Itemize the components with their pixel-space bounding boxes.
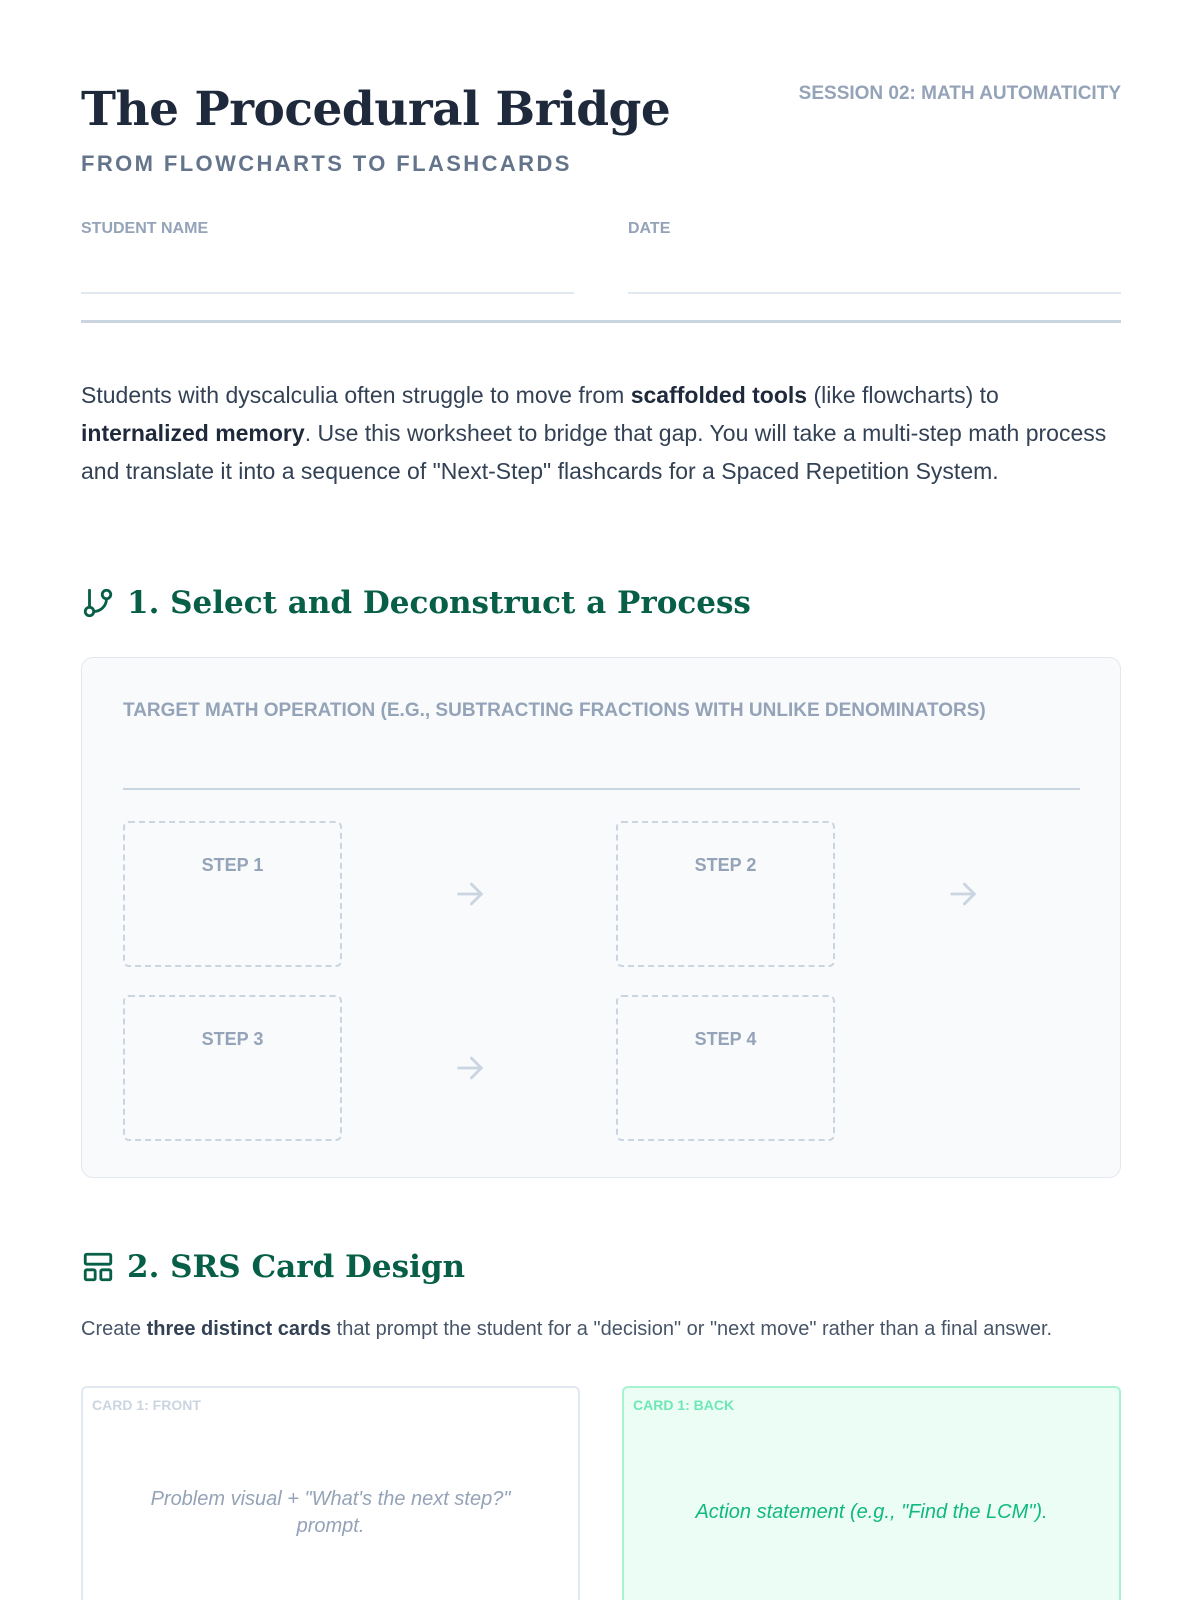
intro-bold-1: scaffolded tools: [630, 382, 808, 408]
step-2-label: STEP 2: [694, 855, 757, 875]
date-input[interactable]: [628, 248, 1121, 292]
card-1-back-text: Action statement (e.g., "Find the LCM").: [695, 1501, 1048, 1523]
page-title: The Procedural Bridge: [81, 82, 671, 137]
card-1-back[interactable]: [622, 1386, 1121, 1600]
process-panel: [81, 657, 1121, 1178]
section-2-text-1: Create: [81, 1318, 147, 1340]
card-1-front[interactable]: [81, 1386, 580, 1600]
card-1-front-label: CARD 1: FRONT: [92, 1397, 201, 1413]
header-divider: [81, 320, 1121, 323]
section-2-instructions: [81, 1318, 1141, 1341]
operation-input[interactable]: [123, 736, 1080, 790]
card-1-back-label: CARD 1: BACK: [633, 1397, 735, 1413]
student-name-field: [81, 220, 574, 294]
step-4-label: STEP 4: [694, 1029, 757, 1049]
step-1-label: STEP 1: [201, 855, 264, 875]
intro-text-1: Students with dyscalculia often struggle to move from: [81, 382, 631, 408]
step-2-box[interactable]: [616, 821, 835, 967]
student-name-label: STUDENT NAME: [81, 220, 209, 237]
date-field: [628, 220, 1121, 294]
section-2-header: [81, 1249, 465, 1285]
card-1-front-text: Problem visual + "What's the next step?" prompt.: [150, 1488, 511, 1537]
intro-bold-2: internalized memory: [81, 420, 305, 446]
student-fields: [81, 220, 1121, 294]
section-1-title: 1. Select and Deconstruct a Process: [127, 585, 751, 621]
header: [81, 0, 1121, 180]
step-1-box[interactable]: [123, 821, 342, 967]
layout-icon: [81, 1250, 115, 1284]
intro-paragraph: [81, 376, 1121, 490]
intro-text-3: . Use this worksheet to bridge that gap. You will take a multi-step math process and translate it into a sequence of "Next-Step" flashcards for a Spaced Repetition System.: [81, 420, 1107, 484]
page-subtitle: FROM FLOWCHARTS TO FLASHCARDS: [81, 151, 572, 176]
arrow-right-icon: [453, 877, 487, 911]
arrow-right-icon: [453, 1051, 487, 1085]
step-4-box[interactable]: [616, 995, 835, 1141]
operation-label: TARGET MATH OPERATION (E.G., SUBTRACTING FRACTIONS WITH UNLIKE DENOMINATORS): [123, 700, 986, 721]
arrow-right-icon: [946, 877, 980, 911]
section-2-bold: three distinct cards: [146, 1318, 332, 1340]
step-3-label: STEP 3: [201, 1029, 264, 1049]
session-label: SESSION 02: MATH AUTOMATICITY: [798, 83, 1121, 104]
worksheet-page: [81, 0, 1121, 1537]
section-2-text-2: that prompt the student for a "decision" or "next move" rather than a final answer.: [331, 1318, 1053, 1340]
intro-text-2: (like flowcharts) to: [807, 382, 999, 408]
section-1-header: [81, 585, 751, 621]
section-2-title: 2. SRS Card Design: [127, 1249, 466, 1285]
git-branch-icon: [81, 586, 115, 620]
student-name-input[interactable]: [81, 248, 574, 292]
date-label: DATE: [628, 220, 671, 237]
step-3-box[interactable]: [123, 995, 342, 1141]
